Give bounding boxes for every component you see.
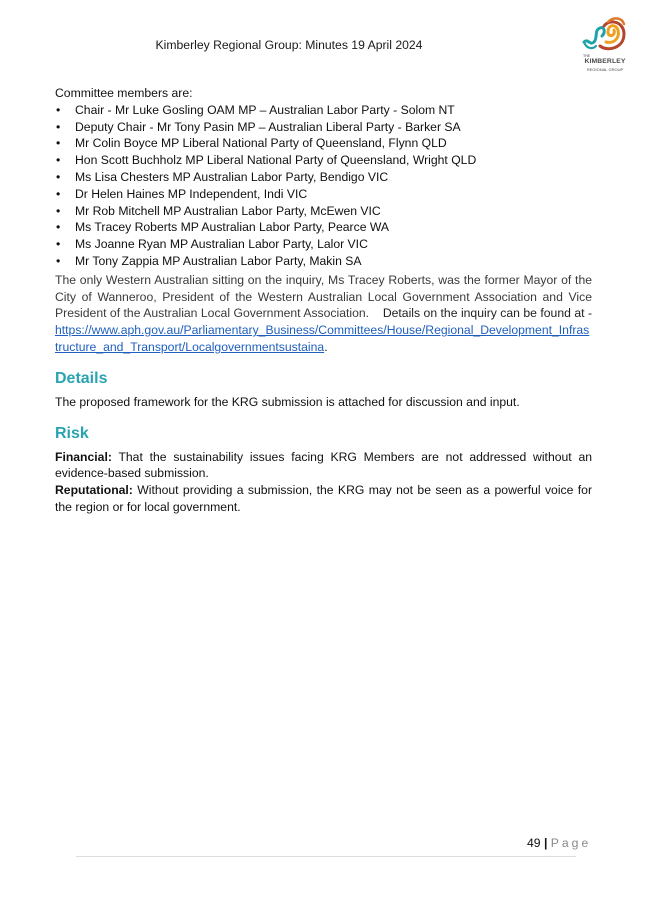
financial-text: That the sustainability issues facing KRG Members are not addressed without an evidence-based submission. — [55, 449, 592, 481]
member-name: Mr Rob Mitchell MP Australian Labor Party, McEwen VIC — [75, 203, 381, 218]
list-item — [55, 152, 592, 169]
bullet-icon: • — [56, 169, 61, 184]
document-body — [55, 85, 592, 516]
financial-label: Financial: — [55, 449, 112, 464]
bullet-icon: • — [56, 237, 61, 252]
page-separator: | — [543, 836, 548, 850]
list-item — [55, 253, 592, 270]
bullet-icon: • — [56, 220, 61, 235]
bullet-icon: • — [56, 186, 61, 201]
document-header-title: Kimberley Regional Group: Minutes 19 April 2024 — [155, 38, 423, 52]
member-name: Dr Helen Haines MP Independent, Indi VIC — [75, 186, 308, 201]
member-name: Ms Tracey Roberts MP Australian Labor Party, Pearce WA — [75, 220, 390, 235]
member-name: Chair - Mr Luke Gosling OAM MP – Australian Labor Party - Solom NT — [75, 102, 455, 117]
reputational-label: Reputational: — [55, 483, 133, 498]
page-label: Page — [550, 836, 592, 850]
inquiry-background-text: The only Western Australian sitting on the inquiry, Ms Tracey Roberts, was the former Mayor of the City of Wanneroo, President of the Western Australian Local Government Association and Vice President of the Australian Local Government Association. — [55, 272, 592, 321]
inquiry-details-text: Details on the inquiry can be found at - — [382, 306, 593, 321]
bullet-icon: • — [56, 136, 61, 151]
reputational-risk — [55, 482, 592, 516]
kimberley-regional-group-logo — [578, 12, 632, 74]
member-name: Ms Lisa Chesters MP Australian Labor Party, Bendigo VIC — [75, 169, 389, 184]
logo-name: KIMBERLEY — [584, 58, 626, 65]
details-heading: Details — [55, 369, 108, 387]
bullet-icon: • — [56, 102, 61, 117]
list-item — [55, 119, 592, 136]
list-item — [55, 219, 592, 236]
committee-intro: Committee members are: — [55, 86, 193, 100]
link-period: . — [324, 339, 328, 354]
committee-members-list — [55, 102, 592, 270]
list-item — [55, 203, 592, 220]
list-item — [55, 102, 592, 119]
inquiry-link[interactable]: https://www.aph.gov.au/Parliamentary_Business/Committees/House/Regional_Development_Infrastructure_and_Transport/Localgovernmentsustaina — [55, 323, 590, 354]
footer-divider — [76, 856, 576, 857]
member-name: Ms Joanne Ryan MP Australian Labor Party, Lalor VIC — [75, 237, 368, 252]
reputational-text: Without providing a submission, the KRG may not be seen as a powerful voice for the region or for local government. — [55, 483, 593, 514]
list-item — [55, 135, 592, 152]
financial-risk — [55, 449, 592, 483]
risk-heading: Risk — [55, 424, 89, 442]
member-name: Hon Scott Buchholz MP Liberal National Party of Queensland, Wright QLD — [75, 153, 477, 168]
bullet-icon: • — [56, 253, 61, 268]
bullet-icon: • — [56, 153, 61, 168]
risk-section — [55, 449, 592, 516]
logo-subtitle: REGIONAL GROUP — [586, 67, 624, 72]
page-number: 49 — [527, 836, 541, 850]
page-footer — [527, 836, 591, 850]
bullet-icon: • — [56, 119, 61, 134]
list-item — [55, 186, 592, 203]
list-item — [55, 236, 592, 253]
member-name: Mr Tony Zappia MP Australian Labor Party, Makin SA — [75, 253, 362, 268]
member-name: Deputy Chair - Mr Tony Pasin MP – Australian Liberal Party - Barker SA — [75, 119, 461, 134]
inquiry-paragraph — [55, 272, 592, 356]
bullet-icon: • — [56, 203, 61, 218]
details-text: The proposed framework for the KRG submission is attached for discussion and input. — [55, 394, 520, 409]
member-name: Mr Colin Boyce MP Liberal National Party of Queensland, Flynn QLD — [75, 136, 447, 151]
list-item — [55, 169, 592, 186]
logo-swirl-icon — [578, 12, 632, 56]
logo-small-text: THE — [583, 54, 590, 58]
